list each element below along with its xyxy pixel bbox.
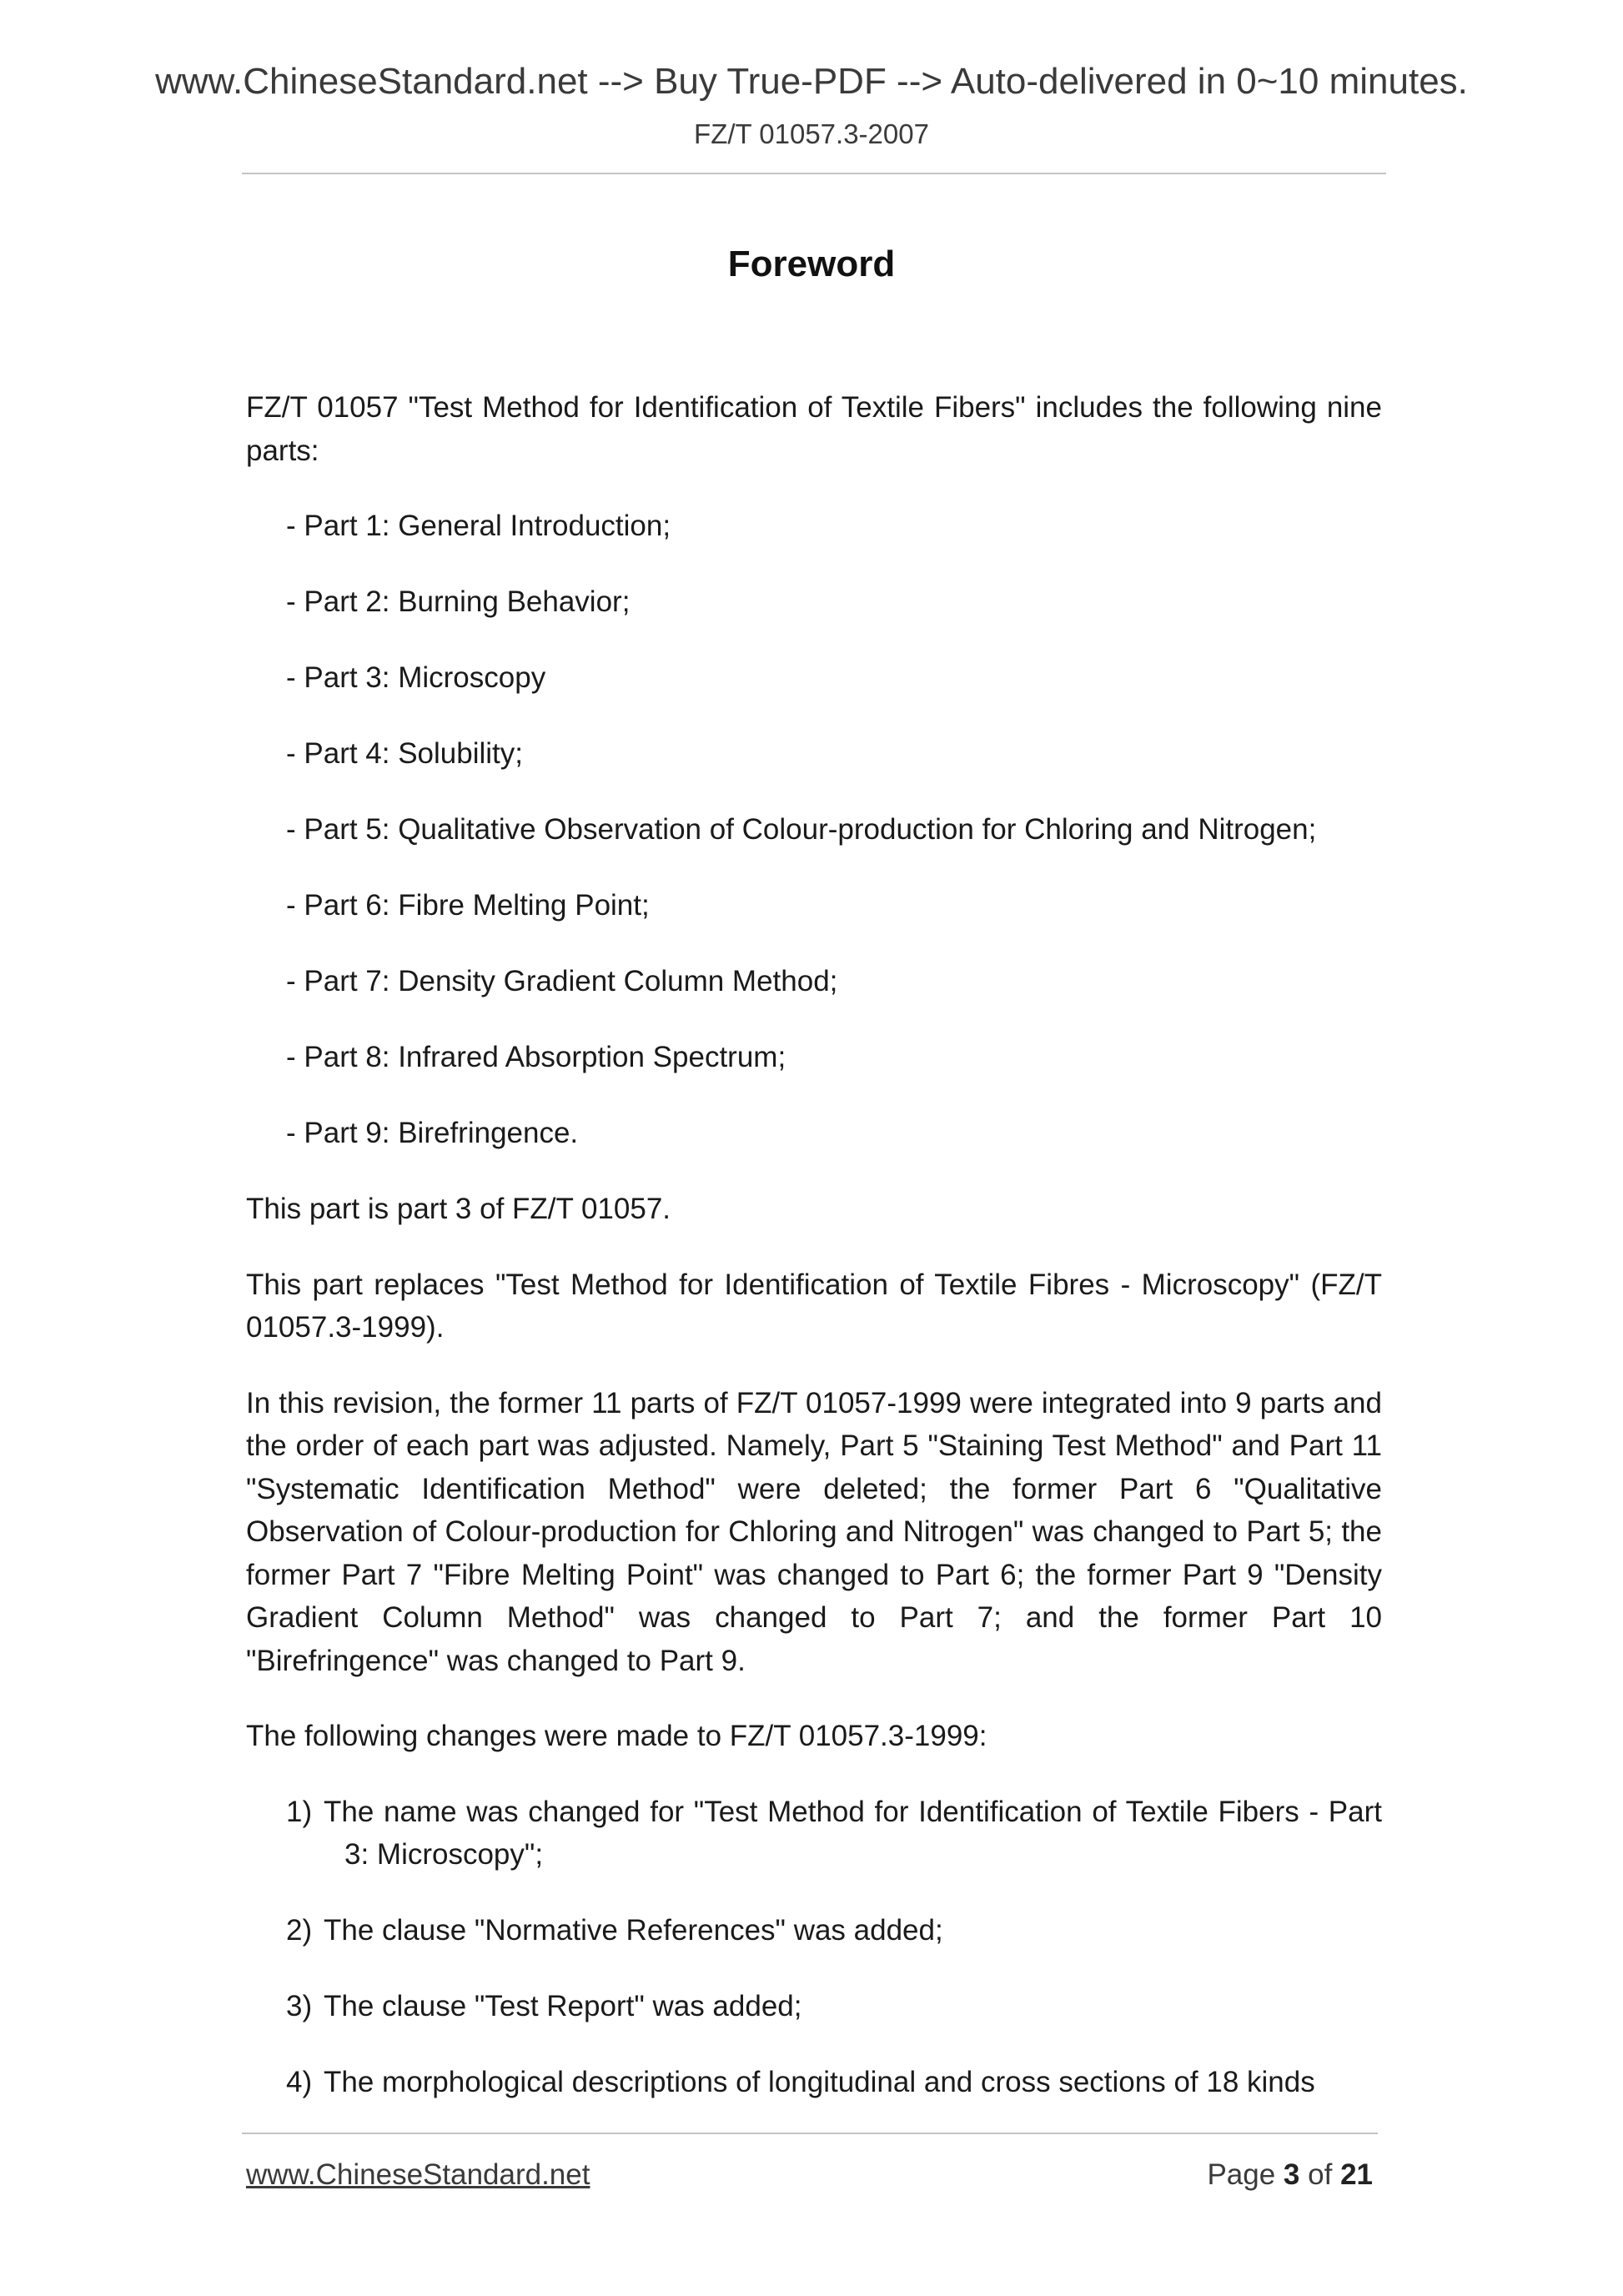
list-item: - Part 8: Infrared Absorption Spectrum; — [286, 1041, 786, 1073]
header-banner: www.ChineseStandard.net --> Buy True-PDF --> Auto-delivered in 0~10 minutes. — [155, 61, 1468, 102]
item-text: The morphological descriptions of longitudinal and cross sections of 18 kinds — [324, 2066, 1315, 2098]
list-item — [246, 1985, 1382, 2028]
footer-website-link[interactable]: www.ChineseStandard.net — [246, 2158, 590, 2191]
page-total: 21 — [1340, 2158, 1373, 2191]
list-item: - Part 3: Microscopy — [286, 661, 546, 694]
list-item: - Part 7: Density Gradient Column Method; — [286, 965, 838, 997]
header-divider — [242, 173, 1386, 174]
page-label: Page — [1207, 2158, 1276, 2191]
item-number: 1) — [286, 1795, 313, 1828]
list-item: - Part 6: Fibre Melting Point; — [286, 889, 650, 922]
item-text: The clause "Normative References" was added; — [324, 1914, 943, 1947]
item-number: 4) — [286, 2066, 313, 2098]
footer-divider — [242, 2133, 1378, 2134]
item-text: The clause "Test Report" was added; — [324, 1990, 802, 2022]
paragraph-part-number: This part is part 3 of FZ/T 01057. — [246, 1193, 671, 1225]
page-current: 3 — [1283, 2158, 1300, 2191]
list-item: - Part 2: Burning Behavior; — [286, 585, 631, 618]
paragraph-replaces: This part replaces "Test Method for Identification of Textile Fibres - Microscopy" (FZ/T 01057.3-1999). — [246, 1268, 1382, 1344]
list-item: - Part 5: Qualitative Observation of Colour-production for Chloring and Nitrogen; — [286, 813, 1317, 846]
item-text: The name was changed for "Test Method for Identification of Textile Fibers - Part 3: Microscopy"; — [324, 1795, 1382, 1871]
document-body — [246, 386, 1382, 2137]
page-title: Foreword — [727, 244, 896, 284]
changes-list — [246, 1791, 1382, 2104]
list-item — [246, 1909, 1382, 1952]
paragraph-changes-intro: The following changes were made to FZ/T 01057.3-1999: — [246, 1720, 987, 1752]
list-item — [246, 1791, 1382, 1876]
paragraph-revision: In this revision, the former 11 parts of FZ/T 01057-1999 were integrated into 9 parts and the order of each part was adjusted. Namely, Part 5 "Staining Test Method" and Part 11 "Systematic Identification Method" were deleted; the former Part 6 "Qualitative Observation of Colour-production for Chloring and Nitrogen" was changed to Part 5; the former Part 7 "Fibre Melting Point" was changed to Part 6; the former Part 9 "Density Gradient Column Method" was changed to Part 7; and the former Part 10 "Birefringence" was changed to Part 9. — [246, 1386, 1382, 1677]
intro-paragraph: FZ/T 01057 "Test Method for Identification of Textile Fibers" includes the following nine parts: — [246, 391, 1382, 467]
page-of: of — [1308, 2158, 1333, 2191]
page-indicator — [1207, 2160, 1373, 2189]
parts-list — [246, 505, 1382, 1155]
item-number: 3) — [286, 1990, 313, 2022]
list-item — [246, 2061, 1382, 2104]
list-item: - Part 1: General Introduction; — [286, 510, 671, 542]
list-item: - Part 4: Solubility; — [286, 737, 523, 770]
list-item: - Part 9: Birefringence. — [286, 1117, 579, 1149]
standard-code: FZ/T 01057.3-2007 — [694, 118, 929, 149]
item-number: 2) — [286, 1914, 313, 1947]
